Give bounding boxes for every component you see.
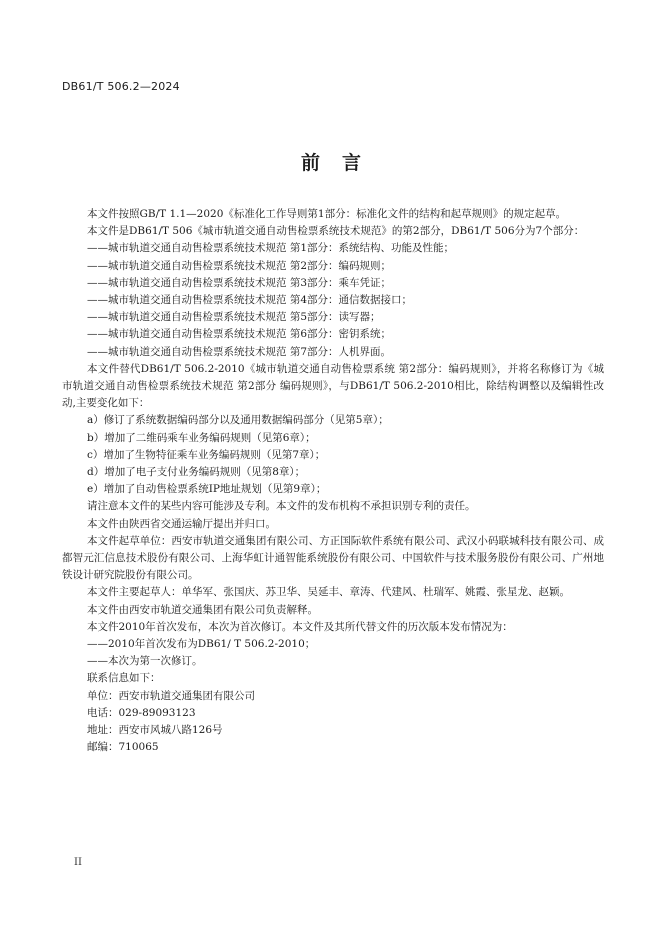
parts-list-item: ——城市轨道交通自动售检票系统技术规范 第1部分：系统结构、功能及性能； <box>87 242 455 255</box>
change-list-item: d）增加了电子支付业务编码规则（见第8章）； <box>87 466 306 479</box>
parts-list-item: ——城市轨道交通自动售检票系统技术规范 第4部分：通信数据接口； <box>87 294 413 307</box>
paragraph-history-intro: 本文件2010年首次发布，本次为首次修订。本文件及其所代替文件的历次版本发布情况为： <box>87 620 513 633</box>
contact-unit: 单位：西安市轨道交通集团有限公司 <box>87 689 255 702</box>
parts-list-item: ——城市轨道交通自动售检票系统技术规范 第3部分：乘车凭证； <box>87 276 392 289</box>
parts-list-item: ——城市轨道交通自动售检票系统技术规范 第2部分：编码规则； <box>87 259 392 272</box>
paragraph-interpretation: 本文件由西安市轨道交通集团有限公司负责解释。 <box>87 603 318 616</box>
change-list-item: e）增加了自动售检票系统IP地址规划（见第9章）； <box>87 483 327 496</box>
paragraph-replacement: 本文件替代DB61/T 506.2-2010《城市轨道交通自动售检票系统 第2部分：编码规则》，并将名称修订为《城市轨道交通自动售检票系统技术规范 第2部分 编码规则》，与DB61/T 506.2-2010相比，除结构调整以及编辑性改动,主要变化如下： <box>62 362 604 410</box>
contact-intro: 联系信息如下： <box>87 672 161 685</box>
parts-list-item: ——城市轨道交通自动售检票系统技术规范 第6部分：密钥系统； <box>87 328 392 341</box>
paragraph-drafting-units: 本文件起草单位：西安市轨道交通集团有限公司、方正国际软件系统有限公司、武汉小码联城科技有限公司、成都智元汇信息技术股份有限公司、上海华虹计通智能系统股份有限公司、中国软件与技术服务股份有限公司、广州地铁设计研究院股份有限公司。 <box>62 534 604 582</box>
contact-address: 地址：西安市风城八路126号 <box>87 724 223 737</box>
paragraph-drafting-rules: 本文件按照GB/T 1.1—2020《标准化工作导则第1部分：标准化文件的结构和起草规则》的规定起草。 <box>87 208 567 220</box>
page-title: 前言 <box>300 152 383 174</box>
contact-phone: 电话：029-89093123 <box>87 706 196 719</box>
paragraph-proposer: 本文件由陕西省交通运输厅提出并归口。 <box>87 517 276 530</box>
history-list-item: ——本次为第一次修订。 <box>87 655 203 668</box>
parts-list-item: ——城市轨道交通自动售检票系统技术规范 第7部分：人机界面。 <box>87 345 392 358</box>
page-number: II <box>74 857 82 868</box>
paragraph-patent-notice: 请注意本文件的某些内容可能涉及专利。本文件的发布机构不承担识别专利的责任。 <box>87 500 476 513</box>
change-list-item: b）增加了二维码乘车业务编码规则（见第6章）； <box>87 431 316 444</box>
parts-list-item: ——城市轨道交通自动售检票系统技术规范 第5部分：读写器； <box>87 311 381 324</box>
paragraph-series-intro: 本文件是DB61/T 506《城市轨道交通自动售检票系统技术规范》的第2部分，DB61/T 506分为7个部分： <box>87 225 585 238</box>
change-list-item: a）修订了系统数据编码部分以及通用数据编码部分（见第5章）； <box>87 414 389 427</box>
document-body <box>62 206 604 757</box>
change-list-item: c）增加了生物特征乘车业务编码规则（见第7章）； <box>87 448 326 461</box>
contact-postcode: 邮编：710065 <box>87 741 159 754</box>
document-code: DB61/T 506.2—2024 <box>62 80 180 93</box>
history-list-item: ——2010年首次发布为DB61/ T 506.2-2010； <box>87 638 316 651</box>
paragraph-drafters: 本文件主要起草人：单华军、张国庆、苏卫华、吴延丰、章涛、代建风、杜瑞军、姚霞、张星龙、赵颖。 <box>87 586 570 599</box>
